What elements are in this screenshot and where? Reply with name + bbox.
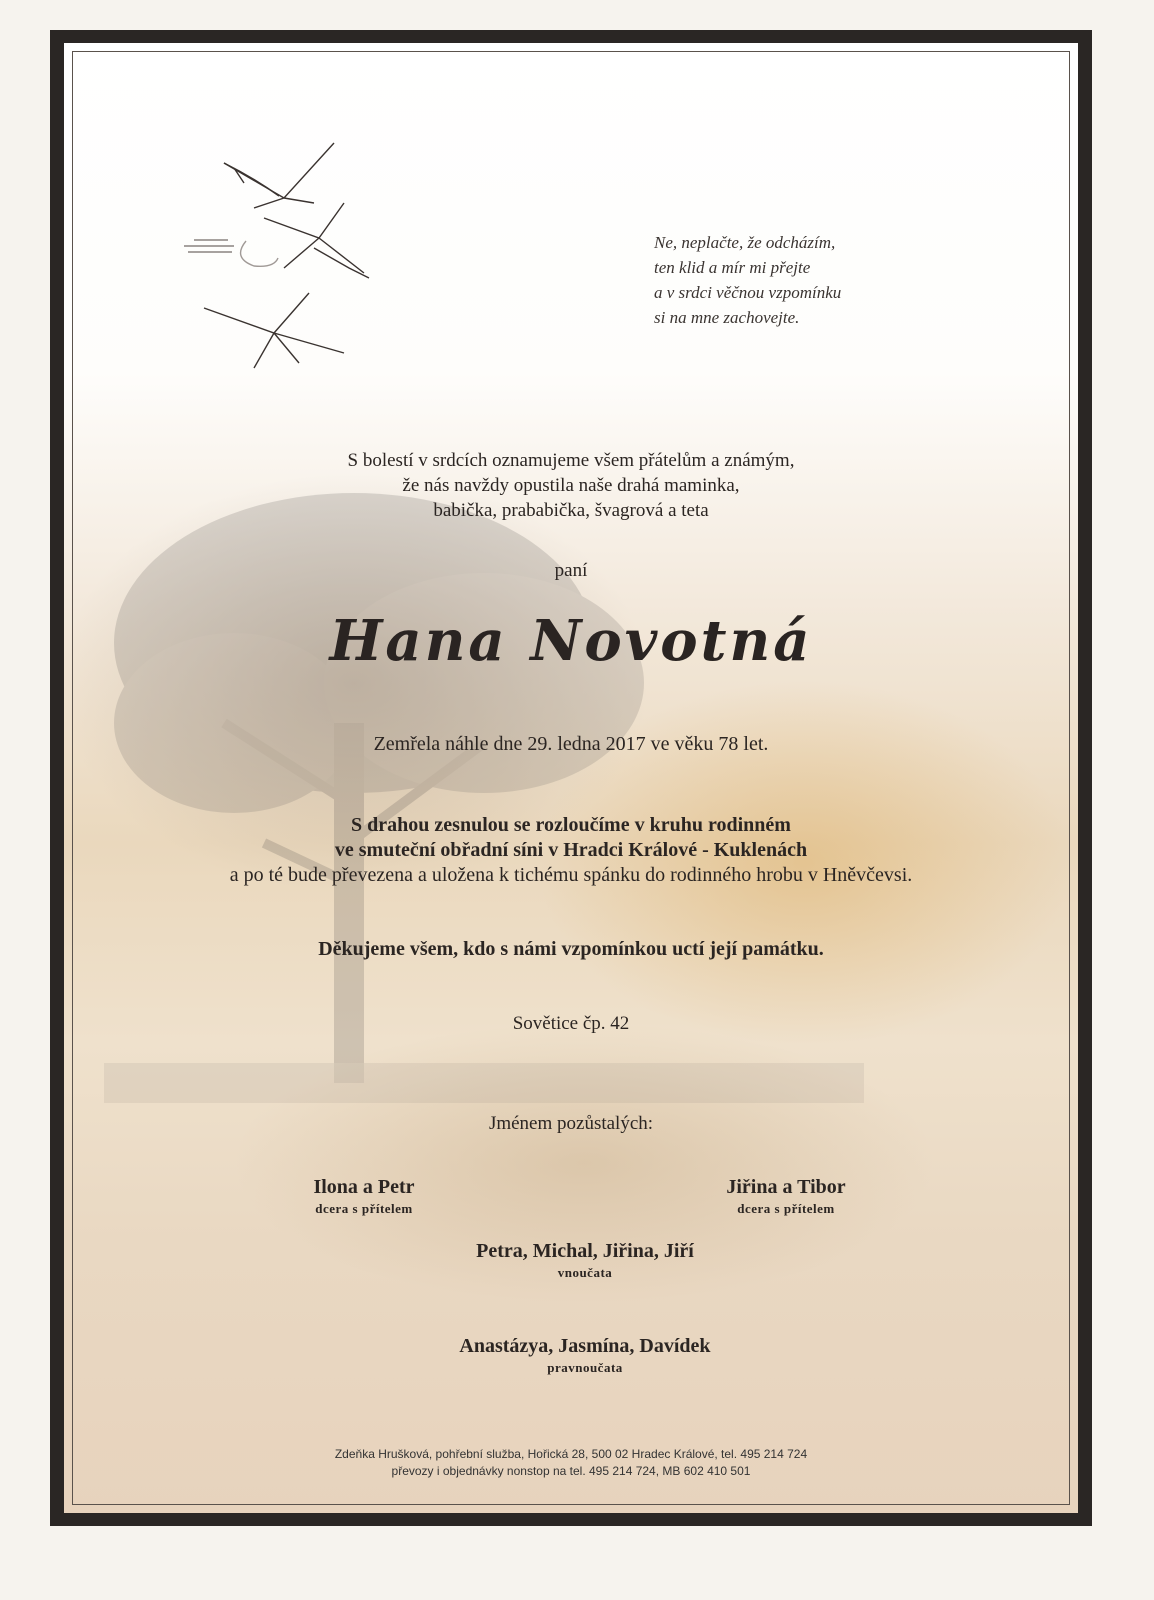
funeral-service-footer: [64, 1446, 1078, 1480]
announcement-line: babička, prababička, švagrová a teta: [433, 500, 709, 521]
mourner-relation: vnoučata: [557, 1265, 613, 1280]
flying-cranes-icon: [174, 138, 374, 373]
mourner-relation: pravnoučata: [547, 1360, 623, 1375]
mourner-group: [435, 1240, 735, 1281]
poem-line: si na mne zachovejte.: [654, 308, 800, 327]
farewell-info: [64, 813, 1078, 888]
farewell-line: ve smuteční obřadní síni v Hradci Králové - Kuklenách: [334, 839, 808, 861]
thanks-text: Děkujeme všem, kdo s námi vzpomínkou uctí její památku.: [318, 938, 824, 960]
footer-line: převozy i objednávky nonstop na tel. 495 214 724, MB 602 410 501: [391, 1464, 751, 1478]
mourner-group: [214, 1176, 514, 1217]
mourner-names: Jiřina a Tibor: [726, 1176, 846, 1198]
poem-verse: [654, 230, 974, 330]
mourner-names: Anastázya, Jasmína, Davídek: [459, 1335, 711, 1357]
mourner-relation: dcera s přítelem: [315, 1201, 413, 1216]
obituary-card: [64, 43, 1078, 1513]
farewell-line: S drahou zesnulou se rozloučíme v kruhu rodinném: [351, 814, 791, 836]
announcement-line: že nás navždy opustila naše drahá maminka,: [402, 475, 740, 496]
mourner-group: [410, 1335, 760, 1376]
announcement-line: S bolestí v srdcích oznamujeme všem přátelům a známým,: [347, 450, 795, 471]
mourner-group: [636, 1176, 936, 1217]
announcement-text: [64, 448, 1078, 523]
footer-line: Zdeňka Hrušková, pohřební služba, Hořická 28, 500 02 Hradec Králové, tel. 495 214 724: [334, 1447, 808, 1461]
deceased-name: Hana Novotná: [329, 608, 813, 674]
mourner-relation: dcera s přítelem: [737, 1201, 835, 1216]
poem-line: ten klid a mír mi přejte: [654, 258, 811, 277]
tree-silhouette-background: [104, 423, 864, 1183]
mourner-names: Ilona a Petr: [313, 1176, 415, 1198]
on-behalf-heading: Jménem pozůstalých:: [488, 1113, 654, 1134]
poem-line: a v srdci věčnou vzpomínku: [654, 283, 842, 302]
death-notice: Zemřela náhle dne 29. ledna 2017 ve věku 78 let.: [373, 733, 769, 755]
mourner-names: Petra, Michal, Jiřina, Jiří: [476, 1240, 694, 1262]
farewell-line: a po té bude převezena a uložena k tichému spánku do rodinného hrobu v Hněvčevsi.: [229, 864, 913, 886]
honorific-title: paní: [554, 560, 588, 581]
address-text: Sovětice čp. 42: [512, 1013, 630, 1034]
poem-line: Ne, neplačte, že odcházím,: [654, 233, 836, 252]
